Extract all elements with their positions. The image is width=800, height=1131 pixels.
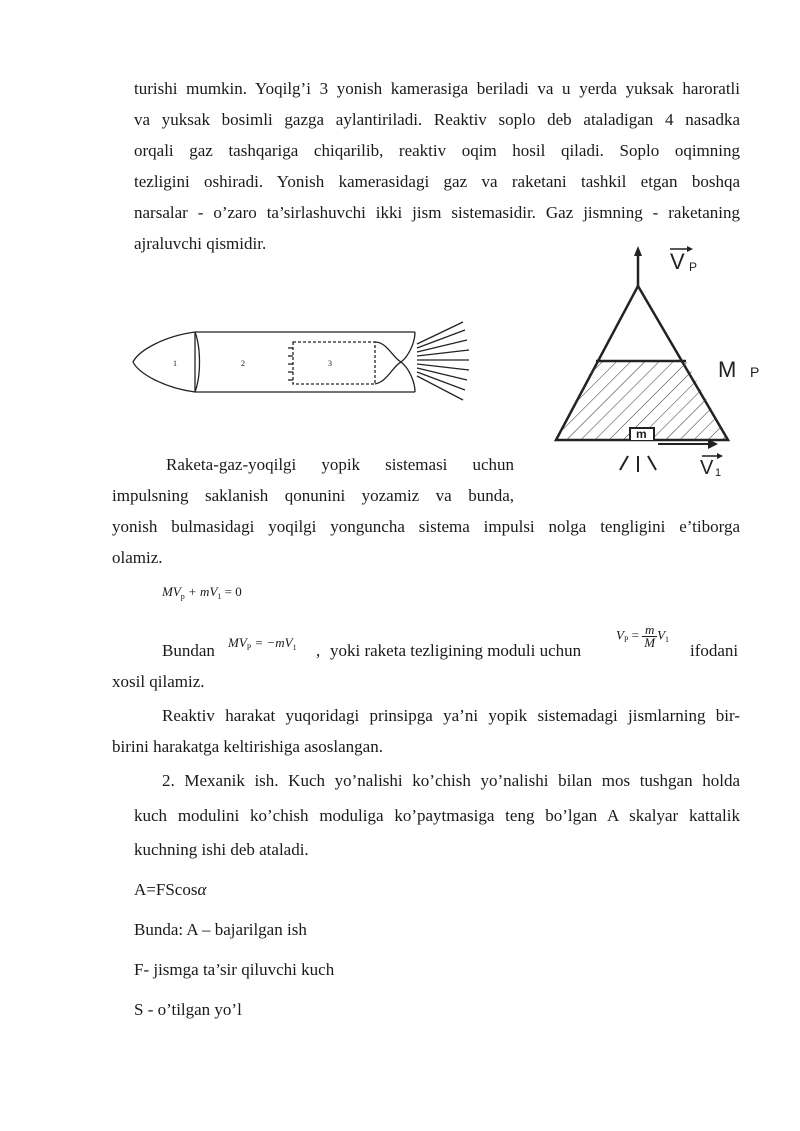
text-line: ajraluvchi qismidir. (134, 234, 267, 253)
alpha-symbol: α (197, 880, 207, 899)
fraction: $\frac{m}{M}$ (644, 622, 656, 650)
velocity-formula: $V_P$ = $\frac{m}{M}$ $V_1$ (616, 622, 670, 650)
mp-label: M (718, 357, 737, 382)
v1-label: V (700, 457, 714, 479)
definition-item: Bunda: A – bajarilgan ish (134, 920, 307, 939)
mp-label-sub: P (750, 364, 760, 380)
bundan-word: Bundan (162, 641, 215, 660)
vp-label-sub: P (689, 260, 698, 274)
vp-label: V (670, 249, 685, 274)
text-line: tezligini oshiradi. Yonish kamerasidagi gaz va raketani tashkil etgan boshqa (134, 172, 740, 191)
text-line: kuch modulini ko’chish moduliga ko’paytmasiga teng bo’lgan A skalyar kattalik (134, 806, 740, 825)
text-line: narsalar - o’zaro ta’sirlashuvchi ikki jism sistemasidir. Gaz jismning - raketaning (134, 203, 740, 222)
momentum-balance-formula: $MV_P = -mV_1$ (228, 635, 297, 652)
text-line: yonish bulmasidagi yoqilgi yonguncha sistema impulsi nolga tengligini e’tiborga (112, 517, 740, 536)
text-line: yoki raketa tezligining moduli uchun (330, 641, 582, 660)
text-line: turishi mumkin. Yoqilg’i 3 yonish kamerasiga beriladi va u yerda yuksak haroratli (134, 79, 740, 98)
text-line: xosil qilamiz. (112, 672, 205, 691)
text-line: kuchning ishi deb ataladi. (134, 840, 309, 859)
rocket-diagram (125, 318, 475, 408)
text-line: Reaktiv harakat yuqoridagi prinsipga ya’ni yopik sistemadagi jismlarning bir- (162, 706, 740, 725)
text-line: orqali gaz tashqariga chiqarilib, reaktiv oqim hosil qiladi. Soplo oqimning (134, 141, 740, 160)
text-line: Raketa-gaz-yoqilgi yopik sistemasi uchun (166, 455, 514, 474)
definition-item: S - o’tilgan yo’l (134, 1000, 242, 1019)
mass-triangle-diagram (550, 244, 780, 480)
work-formula: A=FScosα (134, 880, 207, 899)
momentum-formula: $MV_p + mV_1 = 0$ (162, 584, 242, 601)
definition-item: F- jismga ta’sir qiluvchi kuch (134, 960, 335, 979)
text-line: olamiz. (112, 548, 163, 567)
text-line: ifodani (690, 641, 739, 660)
v1-label-sub: 1 (715, 467, 722, 479)
rocket-label-1: 1 (173, 359, 177, 368)
text-line: va yuksak bosimli gazga aylantiriladi. Reaktiv soplo deb ataladigan 4 nasadka (134, 110, 740, 129)
rocket-label-3: 3 (328, 359, 332, 368)
small-m-label: m (636, 427, 647, 441)
text-line: impulsning saklanish qonunini yozamiz va bunda, (112, 486, 514, 505)
text-line: birini harakatga keltirishiga asoslangan. (112, 737, 383, 756)
comma: , (316, 641, 321, 660)
rocket-label-2: 2 (241, 359, 245, 368)
text-line: 2. Mexanik ish. Kuch yo’nalishi ko’chish yo’nalishi bilan mos tushgan holda (162, 771, 740, 790)
